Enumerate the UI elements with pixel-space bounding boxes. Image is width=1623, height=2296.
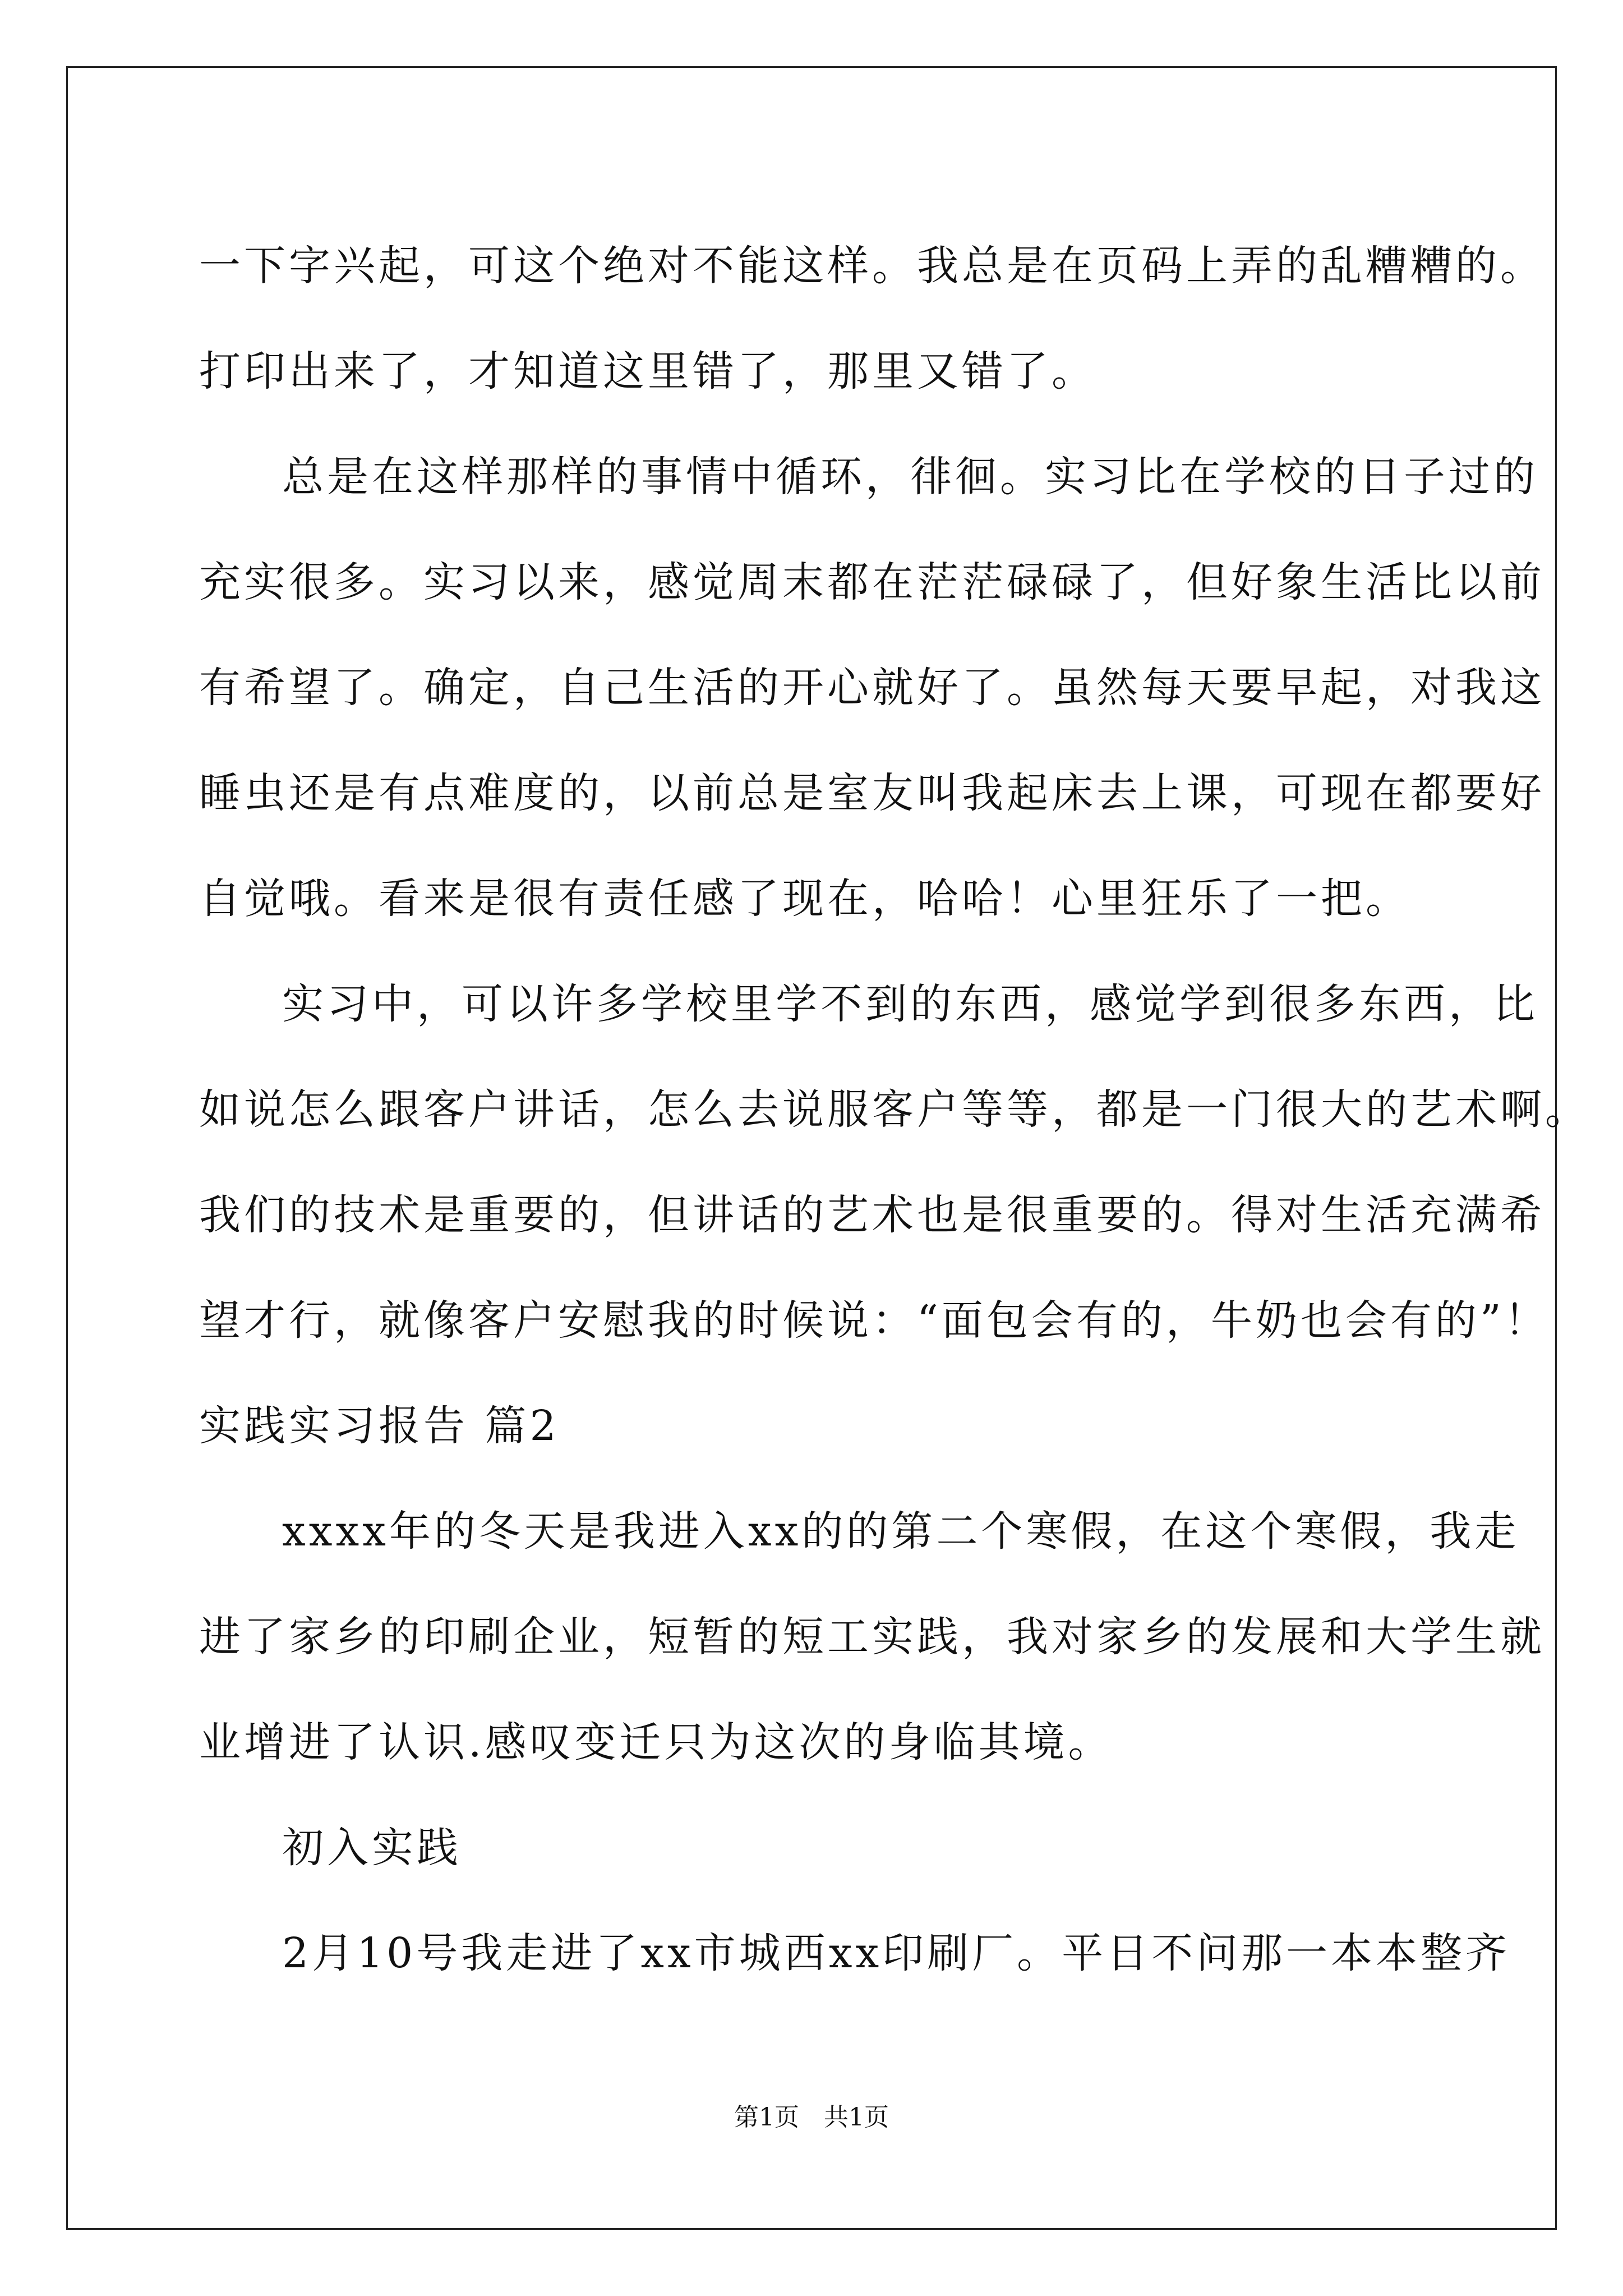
text-line-15: 业增进了认识.感叹变迁只为这次的身临其境。 (199, 1718, 1113, 1766)
text-line-10: 我们的技术是重要的，但讲话的艺术也是很重要的。得对生活充满希 (199, 1191, 1545, 1239)
text-line-3: 总是在这样那样的事情中循环，徘徊。实习比在学校的日子过的 (282, 453, 1538, 501)
text-line-2: 打印出来了，才知道这里错了，那里又错了。 (199, 347, 1096, 395)
text-line-9: 如说怎么跟客户讲话，怎么去说服客户等等，都是一门很大的艺术啊。 (199, 1085, 1590, 1134)
page-footer: 第1页 共1页 (734, 2103, 889, 2132)
text-line-13: xxxx年的冬天是我进入xx的的第二个寒假，在这个寒假，我走 (282, 1507, 1520, 1556)
text-line-14: 进了家乡的印刷企业，短暂的短工实践，我对家乡的发展和大学生就 (199, 1613, 1545, 1661)
subheading-line: 初入实践 (282, 1824, 462, 1872)
text-line-5: 有希望了。确定，自己生活的开心就好了。虽然每天要早起，对我这 (199, 664, 1545, 712)
text-line-17: 2月10号我走进了xx市城西xx印刷厂。平日不问那一本本整齐 (282, 1929, 1511, 1977)
document-body (199, 213, 1590, 2006)
text-line-8: 实习中，可以许多学校里学不到的东西，感觉学到很多东西，比 (282, 980, 1538, 1028)
section-heading: 实践实习报告 篇2 (199, 1402, 560, 1450)
text-line-6: 睡虫还是有点难度的，以前总是室友叫我起床去上课，可现在都要好 (199, 769, 1545, 817)
text-line-7: 自觉哦。看来是很有责任感了现在，哈哈！心里狂乐了一把。 (199, 875, 1410, 923)
text-line-4: 充实很多。实习以来，感觉周末都在茫茫碌碌了，但好象生活比以前 (199, 558, 1545, 606)
text-line-1: 一下字兴起，可这个绝对不能这样。我总是在页码上弄的乱糟糟的。 (199, 242, 1545, 290)
text-line-11: 望才行，就像客户安慰我的时候说：“面包会有的，牛奶也会有的”！ (199, 1296, 1550, 1345)
